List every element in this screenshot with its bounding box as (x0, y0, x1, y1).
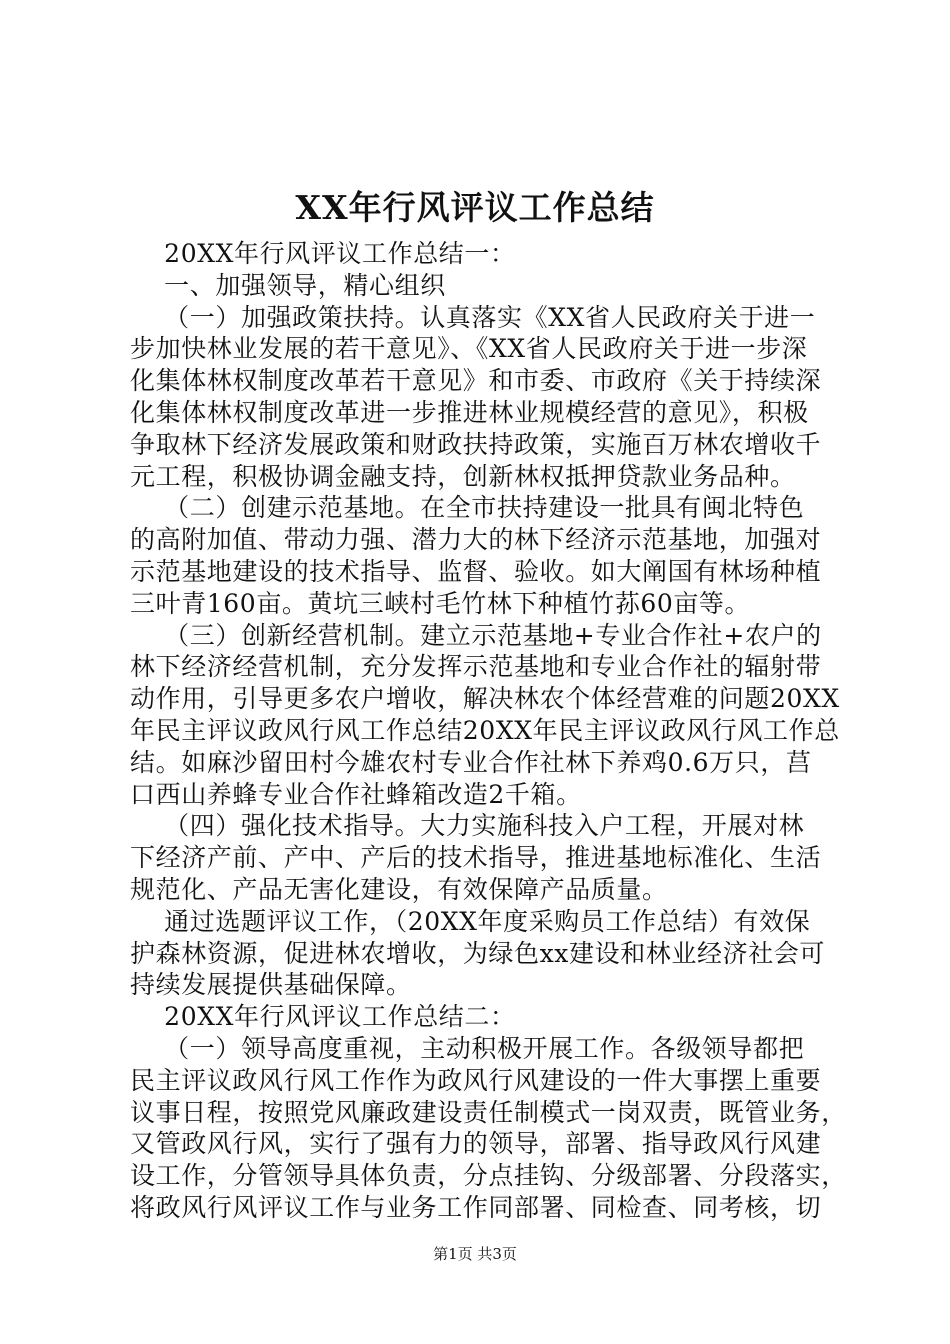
body-line: 示范基地建设的技术指导、监督、验收。如大阐国有林场种植 (130, 556, 822, 586)
body-line: 口西山养蜂专业合作社蜂箱改造2千箱。 (130, 779, 582, 809)
body-line: 化集体林权制度改革若干意见》和市委、市政府《关于持续深 (130, 366, 822, 396)
body-line: （四）强化技术指导。大力实施科技入户工程，开展对林 (130, 811, 805, 841)
body-line: 争取林下经济发展政策和财政扶持政策，实施百万林农增收千 (130, 429, 822, 459)
body-line: （二）创建示范基地。在全市扶持建设一批具有闽北特色 (130, 493, 805, 523)
body-line: 设工作，分管领导具体负责，分点挂钩、分级部署、分段落实， (130, 1161, 847, 1191)
body-line: 的高附加值、带动力强、潜力大的林下经济示范基地，加强对 (130, 525, 822, 555)
body-line: 持续发展提供基础保障。 (130, 970, 412, 1000)
body-line: 结。如麻沙留田村今雄农村专业合作社林下养鸡0.6万只，莒 (130, 747, 812, 777)
body-line: 步加快林业发展的若干意见》、《XX省人民政府关于进一步深 (130, 334, 808, 364)
body-line: 20XX年行风评议工作总结一： (130, 239, 516, 268)
body-line: （三）创新经营机制。建立示范基地+专业合作社+农户的 (130, 620, 822, 650)
page-footer: 第1页 共3页 (433, 1245, 517, 1263)
document-body (130, 238, 847, 1224)
body-line: 动作用，引导更多农户增收，解决林农个体经营难的问题20XX (130, 684, 840, 714)
body-line: （一）领导高度重视，主动积极开展工作。各级领导都把 (130, 1033, 805, 1063)
body-line: 元工程，积极协调金融支持，创新林权抵押贷款业务品种。 (130, 461, 796, 491)
document-title: XX年行风评议工作总结 (295, 188, 655, 227)
body-line: 通过选题评议工作，（20XX年度采购员工作总结）有效保 (130, 906, 811, 936)
body-line: 年民主评议政风行风工作总结20XX年民主评议政风行风工作总 (130, 715, 840, 745)
body-line: （一）加强政策扶持。认真落实《XX省人民政府关于进一 (130, 302, 816, 332)
body-line: 民主评议政风行风工作作为政风行风建设的一件大事摆上重要 (130, 1065, 822, 1095)
body-line: 又管政风行风，实行了强有力的领导，部署、指导政风行风建 (130, 1129, 822, 1159)
body-line: 化集体林权制度改革进一步推进林业规模经营的意见》，积极 (130, 397, 809, 427)
body-line: 林下经济经营机制，充分发挥示范基地和专业合作社的辐射带 (130, 652, 822, 682)
body-line: 下经济产前、产中、产后的技术指导，推进基地标准化、生活 (130, 843, 822, 873)
body-line: 三叶青160亩。黄坑三峡村毛竹林下种植竹荪60亩等。 (130, 588, 751, 618)
body-line: 规范化、产品无害化建设，有效保障产品质量。 (130, 874, 668, 904)
body-line: 一、加强领导，精心组织 (130, 270, 446, 300)
body-line: 20XX年行风评议工作总结二： (130, 1002, 516, 1032)
body-line: 护森林资源，促进林农增收，为绿色xx建设和林业经济社会可 (130, 938, 826, 968)
body-line: 议事日程，按照党风廉政建设责任制模式一岗双责，既管业务， (130, 1097, 847, 1127)
body-line: 将政风行风评议工作与业务工作同部署、同检查、同考核，切 (130, 1192, 822, 1222)
